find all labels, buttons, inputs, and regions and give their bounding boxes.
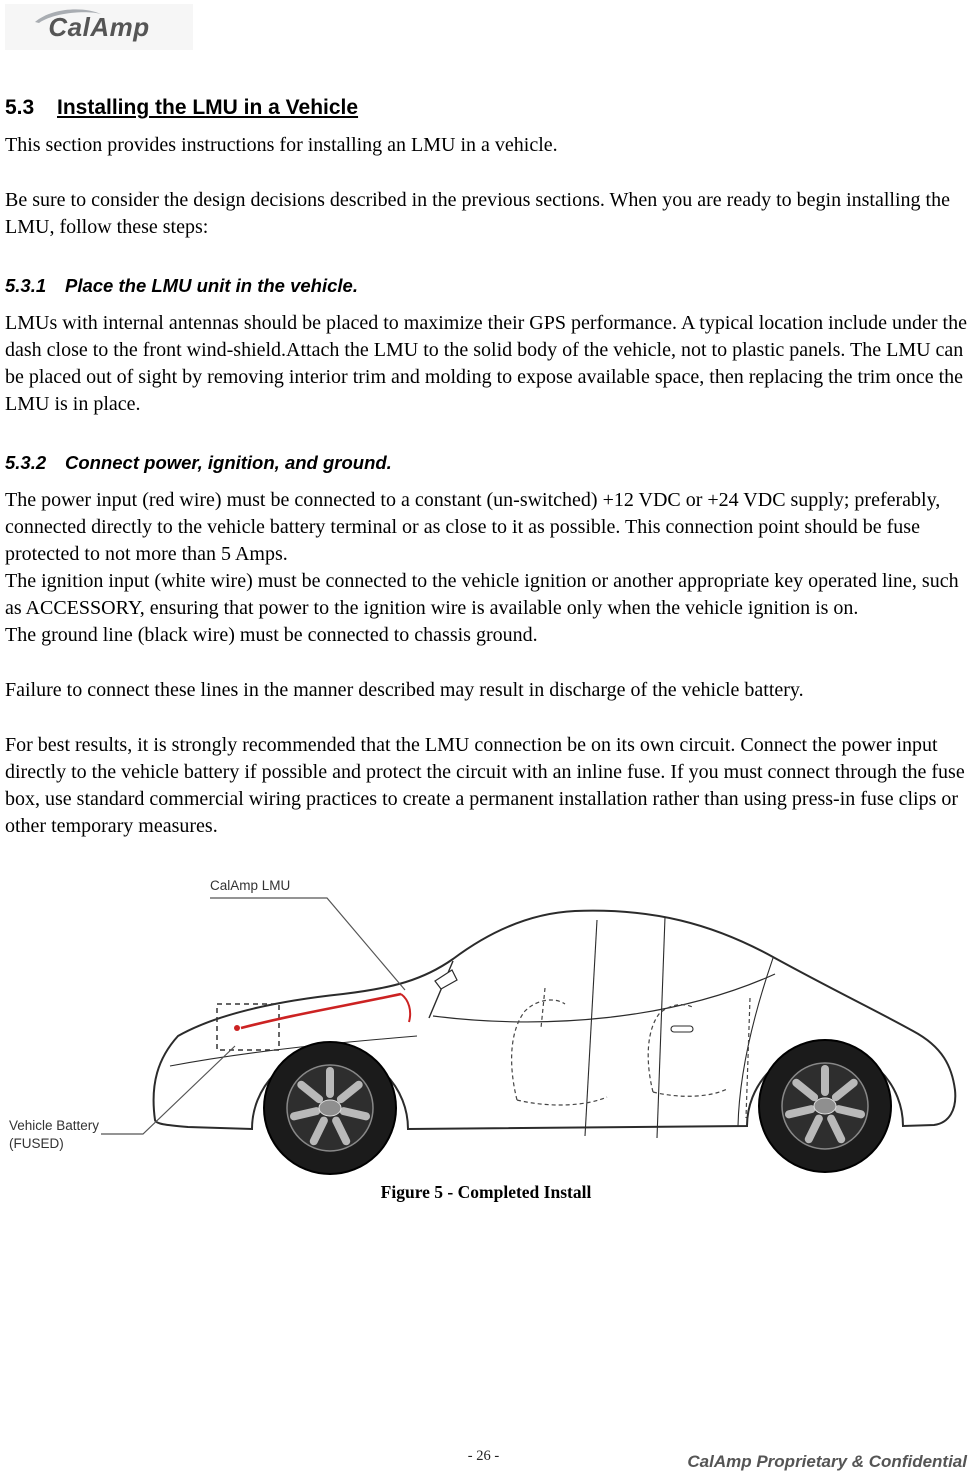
paragraph: For best results, it is strongly recommended that the LMU connection be on its own circuit. Connect the power input directly to the vehicle battery if possible and protect the circuit with an inline fuse. If you must connect through the fuse box, use standard commercial wiring practices to create a permanent installation rather than using press-in fuse clips or other temporary measures. xyxy=(5,734,965,837)
figure-label-battery-fused: (FUSED) xyxy=(9,1136,64,1151)
figure-completed-install xyxy=(5,868,967,1202)
paragraph: This section provides instructions for installing an LMU in a vehicle. xyxy=(5,134,558,156)
section-heading-5-3-2 xyxy=(5,452,967,474)
section-title: Installing the LMU in a Vehicle xyxy=(57,96,359,119)
page-footer xyxy=(0,1448,967,1472)
document-page xyxy=(0,4,975,1202)
rear-wheel xyxy=(759,1040,891,1172)
lmu-leader-line xyxy=(210,898,405,990)
paragraph: LMUs with internal antennas should be placed to maximize their GPS performance. A typical location include under the dash close to the front wind-shield.Attach the LMU to the solid body of the vehicle, not to plastic panels. The LMU can be placed out of sight by removing interior trim and molding to expose available space, then replacing the trim once the LMU is in place. xyxy=(5,312,967,415)
car-illustration xyxy=(5,868,967,1180)
paragraph: Failure to connect these lines in the manner described may result in discharge of the vehicle battery. xyxy=(5,679,804,701)
section-number: 5.3.2 xyxy=(5,452,47,473)
figure-label-battery: Vehicle Battery xyxy=(9,1118,100,1133)
paragraph: The power input (red wire) must be connected to a constant (un-switched) +12 VDC or +24 VDC supply; preferably, connected directly to the vehicle battery terminal or as close to it as possible. This connection point should be fuse protected to not more than 5 Amps. xyxy=(5,489,941,565)
figure-caption: Figure 5 - Completed Install xyxy=(380,1182,592,1202)
section-number: 5.3 xyxy=(5,96,35,119)
calamp-logo xyxy=(5,4,193,50)
confidential-notice: CalAmp Proprietary & Confidential xyxy=(687,1452,967,1471)
section-number: 5.3.1 xyxy=(5,275,47,296)
section-title: Place the LMU unit in the vehicle. xyxy=(65,275,358,296)
lmu-connector-dot xyxy=(234,1025,240,1031)
paragraph-group xyxy=(5,487,967,649)
page-number: - 26 - xyxy=(467,1448,500,1464)
section-title: Connect power, ignition, and ground. xyxy=(65,452,392,473)
paragraph: The ignition input (white wire) must be connected to the vehicle ignition or another appropriate key operated line, such as ACCESSORY, ensuring that power to the ignition wire is available only when the vehicle ignition is on. xyxy=(5,570,959,619)
logo-text: CalAmp xyxy=(48,11,150,42)
figure-label-lmu: CalAmp LMU xyxy=(210,878,291,893)
section-heading-5-3 xyxy=(5,96,967,120)
paragraph: Be sure to consider the design decisions described in the previous sections. When you are ready to begin installing the LMU, follow these steps: xyxy=(5,189,950,238)
paragraph: The ground line (black wire) must be connected to chassis ground. xyxy=(5,624,538,646)
front-wheel xyxy=(264,1042,396,1174)
section-heading-5-3-1 xyxy=(5,275,967,297)
